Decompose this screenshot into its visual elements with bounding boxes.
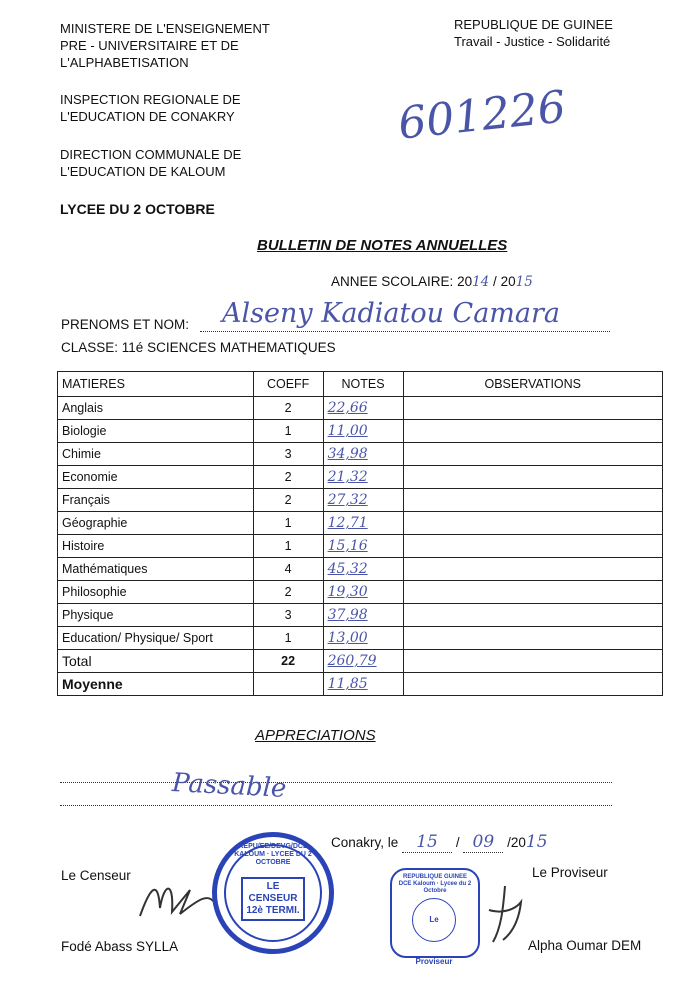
observation-cell	[403, 581, 663, 604]
table-row	[58, 512, 663, 535]
direction-line: L'EDUCATION DE KALOUM	[60, 164, 226, 179]
inspection-line: L'EDUCATION DE CONAKRY	[60, 109, 235, 124]
class-value: 11é SCIENCES MATHEMATIQUES	[121, 340, 336, 355]
observation-cell	[403, 466, 663, 489]
handwritten-number: 601226	[395, 81, 569, 150]
average-row	[58, 673, 663, 696]
censeur-stamp	[212, 832, 334, 954]
proviseur-signature	[475, 880, 535, 950]
note-cell: 34,98	[323, 443, 403, 466]
subject-cell: Histoire	[58, 535, 254, 558]
appreciation-line	[60, 804, 612, 806]
censeur-name: Fodé Abass SYLLA	[61, 939, 179, 954]
average-coeff	[253, 673, 323, 696]
subject-cell: Physique	[58, 604, 254, 627]
date-line: Conakry, le 15 / 09 /2015	[331, 832, 548, 852]
school-year-prefix: 20	[500, 274, 516, 289]
table-row	[58, 489, 663, 512]
country-motto: Travail - Justice - Solidarité	[454, 34, 611, 49]
censeur-signature	[130, 868, 220, 928]
note-cell: 13,00	[323, 627, 403, 650]
coeff-cell: 1	[253, 627, 323, 650]
coeff-cell: 2	[253, 397, 323, 420]
observation-cell	[403, 443, 663, 466]
appreciations-title: APPRECIATIONS	[255, 727, 376, 744]
coeff-cell: 4	[253, 558, 323, 581]
note-cell: 27,32	[323, 489, 403, 512]
coeff-cell: 2	[253, 466, 323, 489]
stamp-ring-text: REPU/EE/DEVG/DCE KALOUM · LYCEE DU 2 OCTOBRE	[234, 843, 312, 866]
header-coeff: COEFF	[253, 372, 323, 397]
observation-cell	[403, 650, 663, 673]
header-observations: OBSERVATIONS	[403, 372, 663, 397]
ministry-line: MINISTERE DE L'ENSEIGNEMENT	[60, 21, 270, 36]
ministry-block	[60, 20, 270, 71]
date-day: 15	[416, 832, 438, 852]
date-year-prefix: 20	[510, 835, 526, 850]
date-year: 15	[525, 832, 548, 852]
censeur-label: Le Censeur	[61, 868, 131, 883]
subject-cell: Chimie	[58, 443, 254, 466]
header-notes: NOTES	[323, 372, 403, 397]
date-place: Conakry, le	[331, 835, 399, 850]
coeff-cell: 1	[253, 535, 323, 558]
ministry-line: PRE - UNIVERSITAIRE ET DE	[60, 38, 239, 53]
coeff-cell: 3	[253, 604, 323, 627]
total-row	[58, 650, 663, 673]
coeff-cell: 1	[253, 512, 323, 535]
proviseur-name: Alpha Oumar DEM	[528, 938, 642, 953]
proviseur-stamp	[390, 868, 480, 966]
document-title: BULLETIN DE NOTES ANNUELLES	[257, 237, 508, 254]
table-row	[58, 581, 663, 604]
total-note: 260,79	[323, 650, 403, 673]
subject-cell: Biologie	[58, 420, 254, 443]
subject-cell: Economie	[58, 466, 254, 489]
stamp-center-text: LE CENSEUR 12è TERMI.	[241, 877, 305, 921]
coeff-cell: 2	[253, 489, 323, 512]
stamp-center-text: Le Proviseur	[412, 898, 456, 942]
observation-cell	[403, 489, 663, 512]
school-year-start: 14	[472, 274, 490, 290]
school-year-prefix: 20	[457, 274, 473, 289]
table-row	[58, 420, 663, 443]
subject-cell: Philosophie	[58, 581, 254, 604]
total-coeff: 22	[253, 650, 323, 673]
table-row	[58, 397, 663, 420]
note-cell: 12,71	[323, 512, 403, 535]
school-name: LYCEE DU 2 OCTOBRE	[60, 201, 215, 217]
observation-cell	[403, 627, 663, 650]
observation-cell	[403, 512, 663, 535]
note-cell: 37,98	[323, 604, 403, 627]
appreciation-line	[60, 781, 612, 783]
note-cell: 22,66	[323, 397, 403, 420]
ministry-line: L'ALPHABETISATION	[60, 55, 189, 70]
observation-cell	[403, 535, 663, 558]
school-year	[331, 274, 533, 290]
table-row	[58, 558, 663, 581]
stamp-ring-text: REPUBLIQUE GUINEE DCE Kaloum · Lycee du 2 Octobre	[398, 874, 472, 894]
student-name-value: Alseny Kadiatou Camara	[222, 298, 561, 329]
coeff-cell: 3	[253, 443, 323, 466]
direction-line: DIRECTION COMMUNALE DE	[60, 147, 242, 162]
subject-cell: Anglais	[58, 397, 254, 420]
header-subject: MATIERES	[58, 372, 254, 397]
table-header-row	[58, 372, 663, 397]
average-label: Moyenne	[58, 673, 254, 696]
table-row	[58, 627, 663, 650]
student-name-label: PRENOMS ET NOM:	[61, 317, 190, 332]
proviseur-label: Le Proviseur	[532, 865, 608, 880]
appreciation-value: Passable	[171, 768, 288, 804]
observation-cell	[403, 673, 663, 696]
table-row	[58, 604, 663, 627]
school-year-label: ANNEE SCOLAIRE:	[331, 274, 454, 289]
note-cell: 19,30	[323, 581, 403, 604]
date-month: 09	[472, 832, 495, 852]
direction-block	[60, 146, 241, 180]
country-block	[454, 16, 613, 50]
table-row	[58, 466, 663, 489]
average-note: 11,85	[323, 673, 403, 696]
school-year-separator: /	[493, 274, 497, 289]
inspection-line: INSPECTION REGIONALE DE	[60, 92, 241, 107]
student-class	[61, 340, 336, 355]
observation-cell	[403, 420, 663, 443]
inspection-block	[60, 91, 241, 125]
subject-cell: Education/ Physique/ Sport	[58, 627, 254, 650]
note-cell: 21,32	[323, 466, 403, 489]
name-line	[200, 330, 610, 332]
observation-cell	[403, 558, 663, 581]
note-cell: 11,00	[323, 420, 403, 443]
subject-cell: Français	[58, 489, 254, 512]
class-label: CLASSE:	[61, 340, 119, 355]
observation-cell	[403, 397, 663, 420]
grades-table	[57, 371, 663, 696]
coeff-cell: 2	[253, 581, 323, 604]
school-year-end: 15	[515, 274, 533, 290]
subject-cell: Mathématiques	[58, 558, 254, 581]
note-cell: 45,32	[323, 558, 403, 581]
note-cell: 15,16	[323, 535, 403, 558]
country-name: REPUBLIQUE DE GUINEE	[454, 17, 613, 32]
subject-cell: Géographie	[58, 512, 254, 535]
table-row	[58, 443, 663, 466]
table-row	[58, 535, 663, 558]
coeff-cell: 1	[253, 420, 323, 443]
observation-cell	[403, 604, 663, 627]
total-label: Total	[58, 650, 254, 673]
